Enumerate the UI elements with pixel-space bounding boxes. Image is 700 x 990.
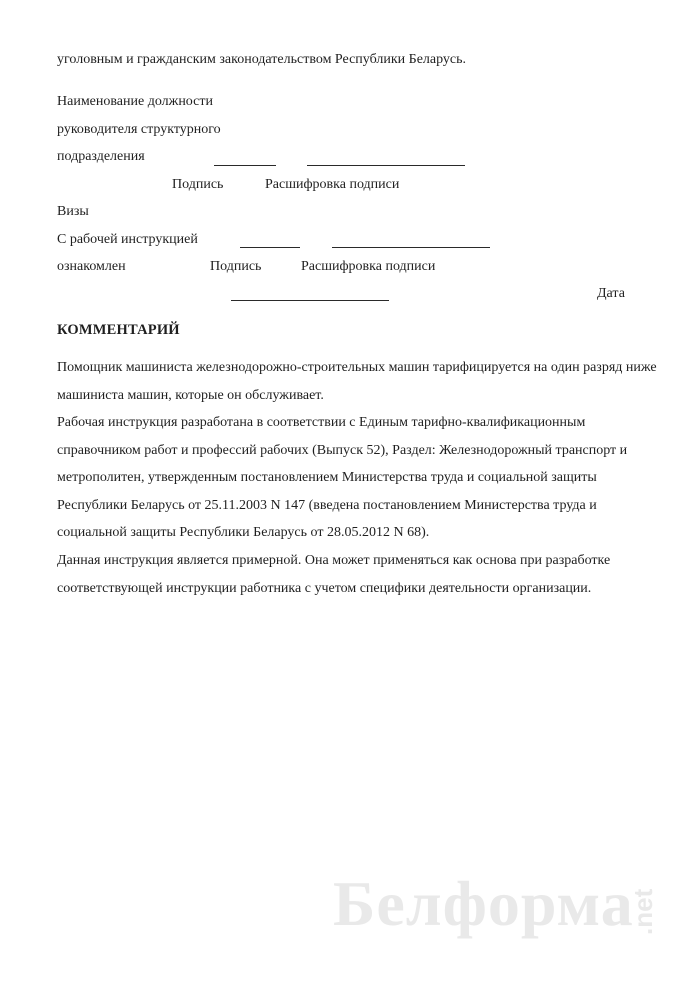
top-line-text: уголовным и гражданским законодательством Республики Беларусь. <box>57 52 467 67</box>
visas-label: Визы <box>57 204 89 219</box>
signature-decode-caption-2: Расшифровка подписи <box>301 259 436 274</box>
comment-p1-line: машиниста машин, которые он обслуживает. <box>57 387 324 403</box>
date-line <box>231 300 389 301</box>
comment-p2-line: справочником работ и профессий рабочих (Выпуск 52), Раздел: Железнодорожный транспорт и <box>57 442 628 458</box>
comment-paragraph-3 <box>57 547 657 602</box>
position-label-line-3: подразделения <box>57 149 145 164</box>
signature-decode-line-2 <box>332 247 490 248</box>
watermark-logo-text: Белформа <box>333 868 634 939</box>
comment-paragraph-2 <box>57 409 657 547</box>
comment-p2-line: метрополитен, утвержденным постановлением Министерства труда и социальной защиты <box>57 470 597 485</box>
comment-heading: КОММЕНТАРИЙ <box>57 322 180 338</box>
comment-p3-line: Данная инструкция является примерной. Она может применяться как основа при разработке <box>57 553 611 568</box>
comment-p2-line: Рабочая инструкция разработана в соответствии с Единым тарифно-квалификационным <box>57 415 586 430</box>
comment-p2-line: социальной защиты Республики Беларусь от 28.05.2012 N 68). <box>57 525 430 540</box>
position-label-line-2: руководителя структурного <box>57 122 221 137</box>
watermark-logo-suffix: .net <box>628 888 658 935</box>
comment-p2-line: Республики Беларусь от 25.11.2003 N 147 (введена постановлением Министерства труда и <box>57 497 597 513</box>
signature-line-2 <box>240 247 300 248</box>
position-label-line-1: Наименование должности <box>57 94 213 109</box>
signature-line-1 <box>214 165 276 166</box>
signature-caption-2: Подпись <box>210 259 262 274</box>
acquainted-label-line-2: ознакомлен <box>57 259 126 274</box>
acquainted-label-line-1: С рабочей инструкцией <box>57 232 198 247</box>
comment-p1-line: Помощник машиниста железнодорожно-строительных машин тарифицируется на один разряд ниже <box>57 360 657 375</box>
signature-decode-line-1 <box>307 165 465 166</box>
signature-caption-1: Подпись <box>172 177 224 192</box>
signature-decode-caption-1: Расшифровка подписи <box>265 177 400 192</box>
comment-paragraph-1 <box>57 354 657 409</box>
date-label: Дата <box>597 286 625 301</box>
comment-p3-line: соответствующей инструкции работника с учетом специфики деятельности организации. <box>57 580 592 596</box>
